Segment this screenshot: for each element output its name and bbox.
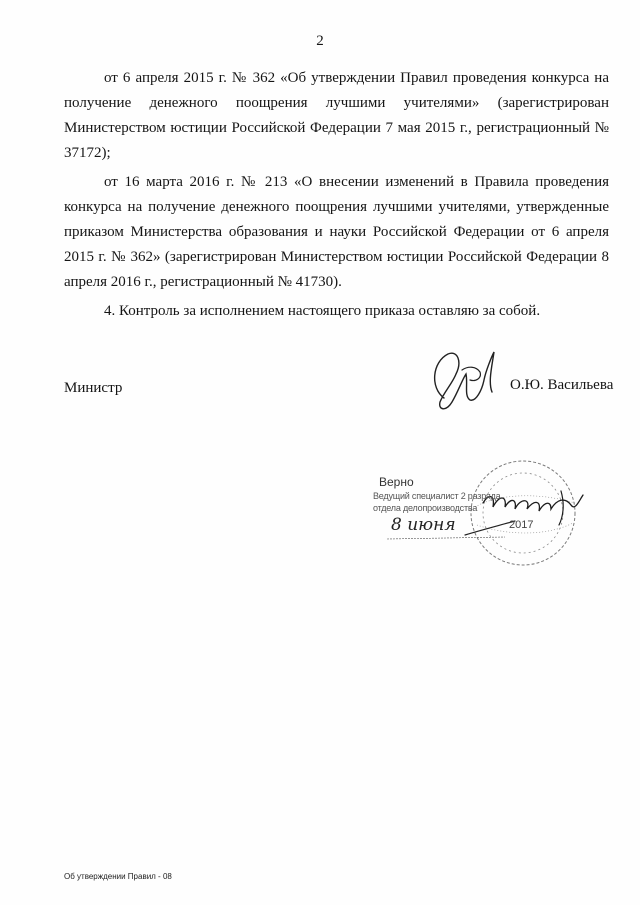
stamp-official-title: Ведущий специалист 2 разряда (373, 491, 501, 501)
paragraph-control-clause: 4. Контроль за исполнением настоящего приказа оставляю за собой. (104, 303, 541, 319)
signer-name: О.Ю. Васильева (510, 377, 614, 393)
minister-signature (422, 340, 512, 420)
certification-stamp-block (365, 455, 595, 575)
stamp-verno-label: Верно (379, 475, 414, 489)
document-body (64, 66, 609, 328)
paragraph-order-213: от 16 марта 2016 г. № 213 «О внесении изменений в Правила проведения конкурса на получение денежного поощрения лучшими учителями, утвержденные приказом Министерства образования и науки Российской Федерации от 6 апреля 2015 г. № 362» (зарегистрирован Министерством юстиции Российской Федерации 8 апреля 2016 г., регистрационный № 41730). (64, 174, 609, 290)
document-footer: Об утверждении Правил - 08 (64, 872, 172, 881)
paragraph-order-362: от 6 апреля 2015 г. № 362 «Об утверждении Правил проведения конкурса на получение денежного поощрения лучшими учителями» (зарегистрирован Министерством юстиции Российской Федерации 7 мая 2015 г., регистрационный № 37172); (64, 70, 609, 161)
stamp-handwritten-date: 8 июня (391, 515, 456, 535)
stamp-year: 2017 (509, 519, 534, 531)
stamp-department: отдела делопроизводства (373, 503, 478, 513)
page-number: 2 (316, 33, 324, 49)
signer-position: Министр (64, 380, 123, 396)
